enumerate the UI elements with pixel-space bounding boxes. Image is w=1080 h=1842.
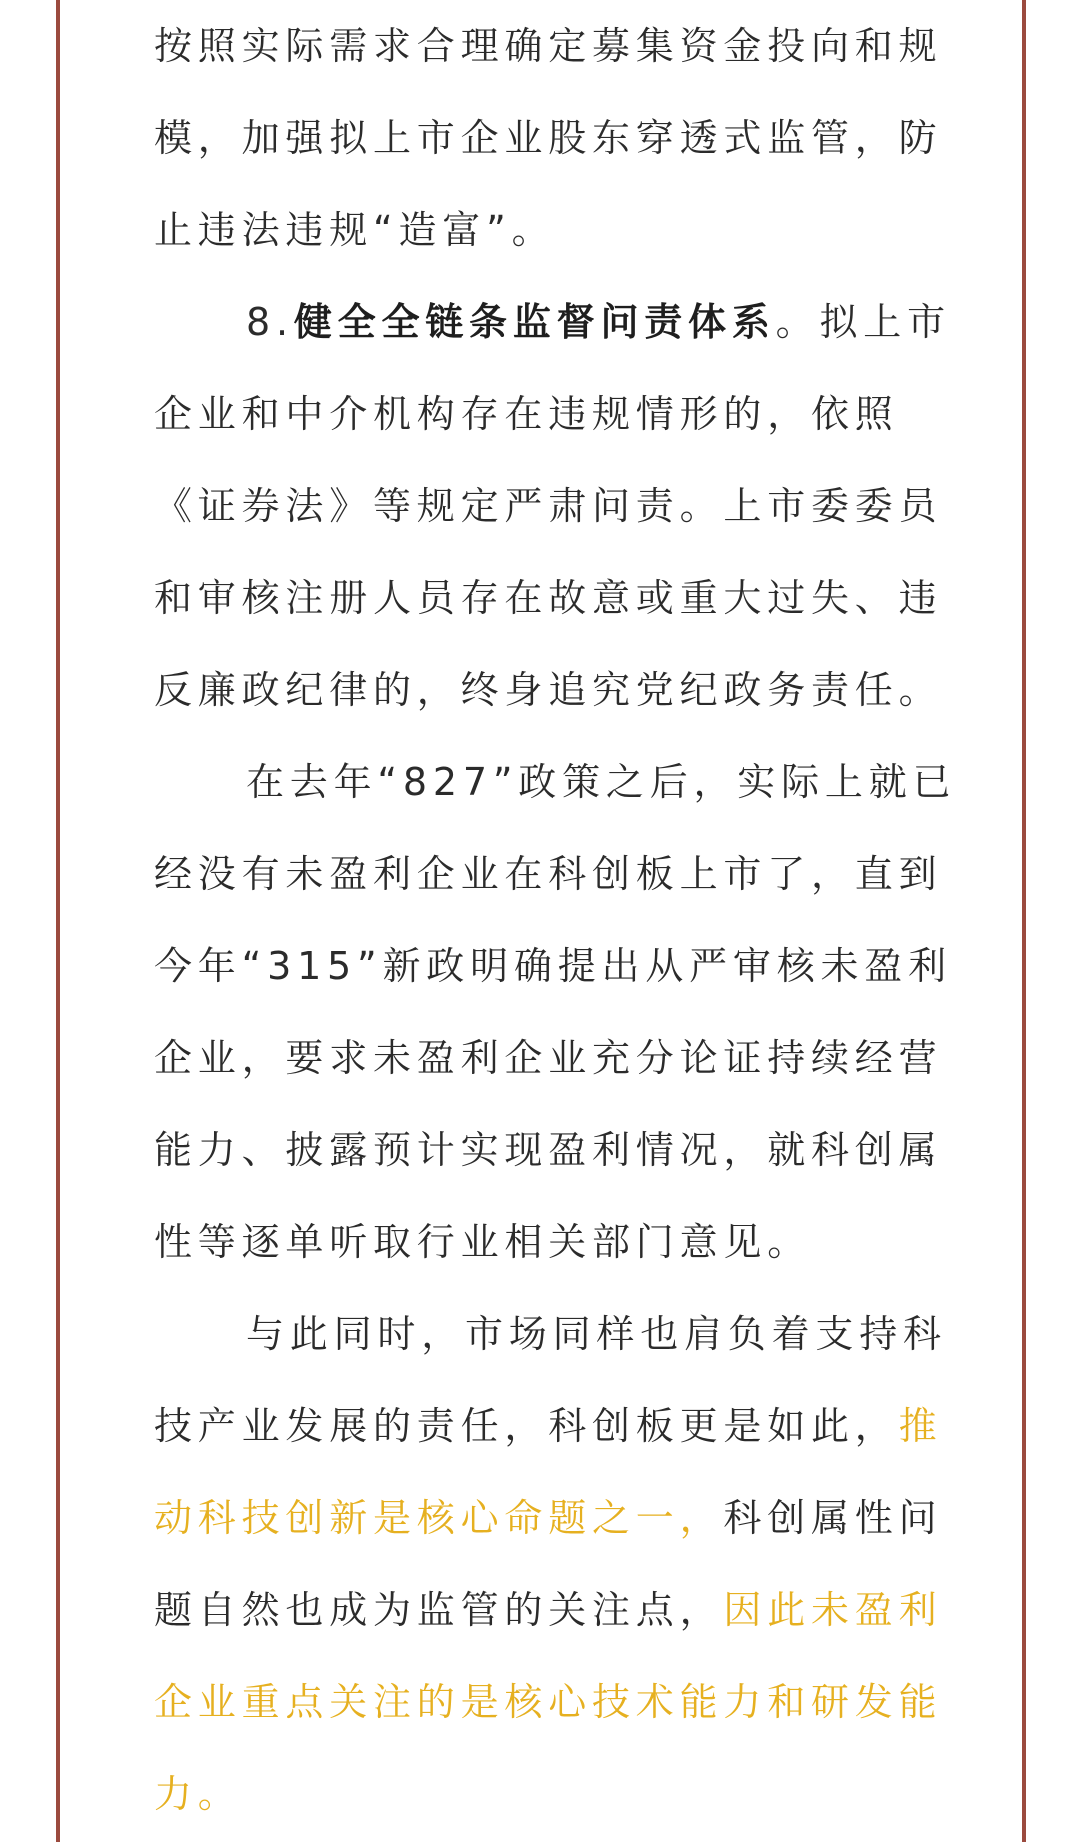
para2-number: 8. bbox=[246, 300, 294, 344]
frame-border-right bbox=[1022, 0, 1026, 1842]
para3-line-3: 今年“315”新政明确提出从严审核未盈利 bbox=[154, 944, 952, 988]
para4-line-2 bbox=[154, 1380, 943, 1472]
para2-line-4: 和审核注册人员存在故意或重大过失、违 bbox=[154, 576, 943, 620]
para2-line-2: 企业和中介机构存在违规情形的，依照 bbox=[154, 392, 899, 436]
para4-highlight-1b: 动科技创新是核心命题之一， bbox=[154, 1496, 724, 1540]
para4-line-3-plain: 科创属性问 bbox=[723, 1496, 943, 1540]
para2-line-5: 反廉政纪律的，终身追究党纪政务责任。 bbox=[154, 668, 943, 712]
para4-line-3 bbox=[154, 1472, 943, 1564]
para2-heading: 健全全链条监督问责体系 bbox=[293, 300, 776, 344]
para4-line-1: 与此同时，市场同样也肩负着支持科 bbox=[246, 1312, 947, 1356]
para4-line-4-plain: 题自然也成为监管的关注点， bbox=[154, 1588, 724, 1632]
para2-line-1-rest: 。拟上市 bbox=[775, 300, 951, 344]
para4-highlight-2a: 因此未盈利 bbox=[723, 1588, 943, 1632]
para2-line-1 bbox=[154, 276, 951, 368]
para1-line-1: 按照实际需求合理确定募集资金投向和规 bbox=[154, 24, 943, 68]
para4-highlight-1a: 推 bbox=[898, 1404, 943, 1448]
para3-line-2: 经没有未盈利企业在科创板上市了，直到 bbox=[154, 852, 943, 896]
para3-line-4: 企业，要求未盈利企业充分论证持续经营 bbox=[154, 1036, 943, 1080]
para1-line-3: 止违法违规“造富”。 bbox=[154, 208, 556, 252]
para4-highlight-2c: 力。 bbox=[154, 1772, 242, 1816]
para3-line-6: 性等逐单听取行业相关部门意见。 bbox=[154, 1220, 812, 1264]
para4-line-4 bbox=[154, 1564, 943, 1656]
para1-line-2: 模，加强拟上市企业股东穿透式监管，防 bbox=[154, 116, 943, 160]
para3-line-1: 在去年“827”政策之后，实际上就已 bbox=[246, 760, 957, 804]
para3-line-5: 能力、披露预计实现盈利情况，就科创属 bbox=[154, 1128, 943, 1172]
para2-line-3: 《证券法》等规定严肃问责。上市委委员 bbox=[154, 484, 943, 528]
para4-line-2-plain: 技产业发展的责任，科创板更是如此， bbox=[154, 1404, 899, 1448]
frame-border-left bbox=[56, 0, 60, 1842]
para4-highlight-2b: 企业重点关注的是核心技术能力和研发能 bbox=[154, 1680, 943, 1724]
